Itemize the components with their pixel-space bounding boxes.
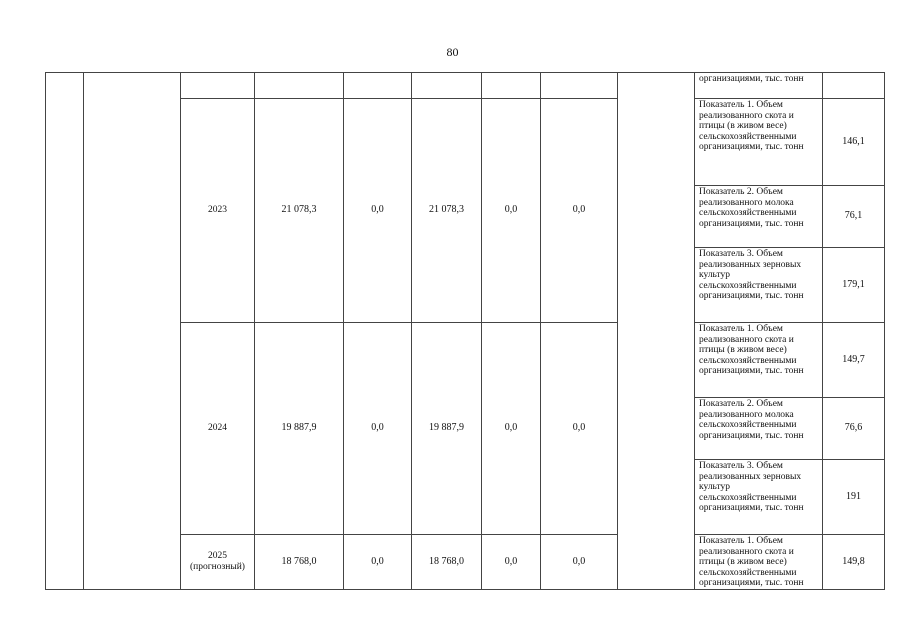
year-cell: 2025 (прогнозный)	[181, 535, 255, 590]
amount-cell: 18 768,0	[412, 535, 482, 590]
indicator-value-cell: 191	[823, 460, 885, 535]
empty-cell	[84, 73, 181, 590]
amount-cell: 19 887,9	[412, 323, 482, 535]
empty-cell	[344, 73, 412, 99]
indicator-cell: Показатель 3. Объем реализованных зерновых культур сельскохозяйственными организациями, тыс. тонн	[695, 460, 823, 535]
amount-cell: 0,0	[482, 535, 541, 590]
empty-cell	[255, 73, 344, 99]
indicator-cell: Показатель 2. Объем реализованного молока сельскохозяйственными организациями, тыс. тонн	[695, 398, 823, 460]
indicator-cell: Показатель 1. Объем реализованного скота и птицы (в живом весе) сельскохозяйственными организациями, тыс. тонн	[695, 99, 823, 186]
empty-cell	[823, 73, 885, 99]
amount-cell: 0,0	[344, 323, 412, 535]
empty-cell	[181, 73, 255, 99]
indicator-cell: Показатель 3. Объем реализованных зерновых культур сельскохозяйственными организациями, тыс. тонн	[695, 248, 823, 323]
amount-cell: 0,0	[541, 535, 618, 590]
amount-cell: 0,0	[541, 323, 618, 535]
total-cell: 21 078,3	[255, 99, 344, 323]
amount-cell: 21 078,3	[412, 99, 482, 323]
indicator-value-cell: 149,8	[823, 535, 885, 590]
total-cell: 18 768,0	[255, 535, 344, 590]
indicator-cell: Показатель 1. Объем реализованного скота и птицы (в живом весе) сельскохозяйственными организациями, тыс. тонн	[695, 535, 823, 590]
empty-cell	[541, 73, 618, 99]
indicator-value-cell: 179,1	[823, 248, 885, 323]
amount-cell: 0,0	[541, 99, 618, 323]
total-cell: 19 887,9	[255, 323, 344, 535]
table-row	[46, 73, 885, 99]
indicator-value-cell: 146,1	[823, 99, 885, 186]
indicator-value-cell: 76,1	[823, 186, 885, 248]
amount-cell: 0,0	[344, 535, 412, 590]
empty-cell	[46, 73, 84, 590]
empty-cell	[618, 73, 695, 590]
empty-cell	[412, 73, 482, 99]
indicator-cell: Показатель 1. Объем реализованного скота и птицы (в живом весе) сельскохозяйственными организациями, тыс. тонн	[695, 323, 823, 398]
empty-cell	[482, 73, 541, 99]
indicator-cell: Показатель 2. Объем реализованного молока сельскохозяйственными организациями, тыс. тонн	[695, 186, 823, 248]
page-number: 80	[446, 45, 459, 59]
indicator-value-cell: 149,7	[823, 323, 885, 398]
amount-cell: 0,0	[482, 323, 541, 535]
indicator-cell: организациями, тыс. тонн	[695, 73, 823, 99]
amount-cell: 0,0	[482, 99, 541, 323]
indicator-value-cell: 76,6	[823, 398, 885, 460]
report-table	[45, 72, 885, 590]
year-cell: 2023	[181, 99, 255, 323]
year-cell: 2024	[181, 323, 255, 535]
amount-cell: 0,0	[344, 99, 412, 323]
